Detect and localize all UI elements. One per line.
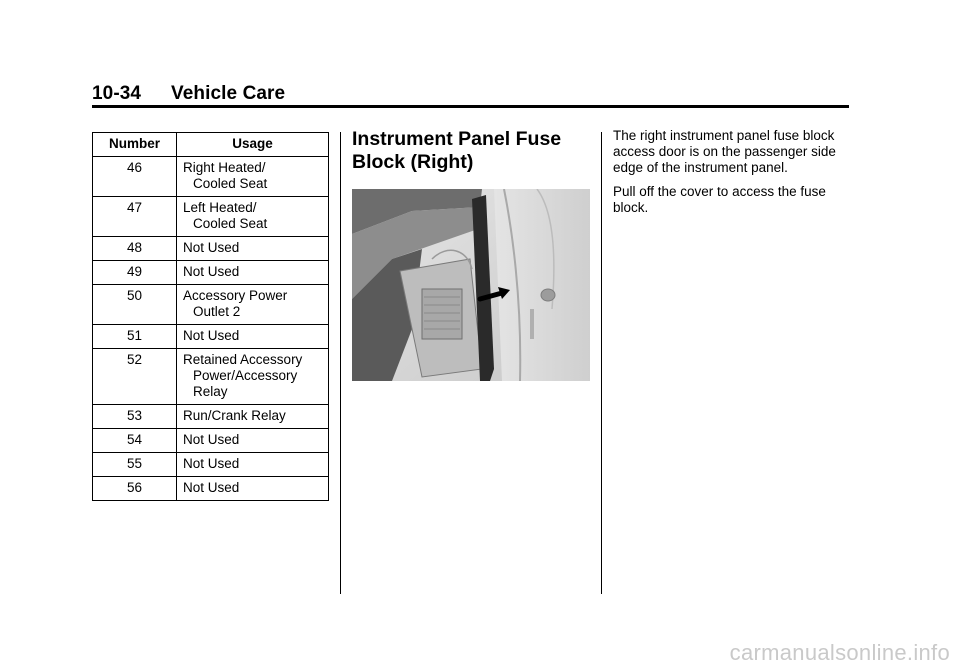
table-header-row <box>93 133 329 157</box>
table-row <box>93 237 329 261</box>
column-divider-right <box>601 132 602 594</box>
usage-line: Not Used <box>183 264 240 279</box>
page-number: 10-34 <box>92 83 142 104</box>
column-header-usage: Usage <box>177 133 329 157</box>
section-title-line1: Instrument Panel Fuse <box>352 128 562 150</box>
table-row <box>93 157 329 197</box>
fuse-usage-cell <box>177 349 329 405</box>
fuse-number-cell: 55 <box>93 453 177 477</box>
fuse-number-cell: 47 <box>93 197 177 237</box>
paragraph-2: Pull off the cover to access the fuse block. <box>613 184 826 215</box>
fuse-number-cell: 48 <box>93 237 177 261</box>
usage-line: Relay <box>193 384 228 399</box>
fuse-number-cell: 49 <box>93 261 177 285</box>
table-row <box>93 285 329 325</box>
header-rule <box>92 105 849 108</box>
usage-line: Not Used <box>183 456 240 471</box>
fuse-usage-cell <box>177 453 329 477</box>
usage-line: Not Used <box>183 328 240 343</box>
body-text <box>613 128 848 224</box>
usage-line: Right Heated/ <box>183 160 266 175</box>
watermark: carmanualsonline.info <box>729 640 950 665</box>
fuse-number-cell: 51 <box>93 325 177 349</box>
fuse-usage-cell <box>177 285 329 325</box>
table-row <box>93 197 329 237</box>
fuse-number-cell: 56 <box>93 477 177 501</box>
fuse-number-cell: 50 <box>93 285 177 325</box>
fuse-usage-cell <box>177 325 329 349</box>
usage-line: Power/Accessory <box>193 368 298 383</box>
fuse-usage-cell <box>177 197 329 237</box>
fuse-number-cell: 46 <box>93 157 177 197</box>
fuse-usage-cell <box>177 261 329 285</box>
usage-line: Cooled Seat <box>193 176 268 191</box>
page-header <box>92 83 848 105</box>
section-title-line2: Block (Right) <box>352 151 474 173</box>
column-header-number: Number <box>93 133 177 157</box>
table-row <box>93 261 329 285</box>
section-title <box>352 128 592 174</box>
section-name: Vehicle Care <box>171 83 286 104</box>
table-row <box>93 429 329 453</box>
table-row <box>93 477 329 501</box>
fuse-usage-cell <box>177 477 329 501</box>
usage-line: Not Used <box>183 432 240 447</box>
usage-line: Left Heated/ <box>183 200 257 215</box>
usage-line: Retained Accessory <box>183 352 303 367</box>
paragraph-1: The right instrument panel fuse block access door is on the passenger side edge of the instrument panel. <box>613 128 836 175</box>
table-row <box>93 349 329 405</box>
table-row <box>93 325 329 349</box>
fuse-number-cell: 52 <box>93 349 177 405</box>
usage-line: Accessory Power <box>183 288 288 303</box>
column-divider-left <box>340 132 341 594</box>
usage-line: Cooled Seat <box>193 216 268 231</box>
usage-line: Not Used <box>183 480 240 495</box>
fuse-block-illustration <box>352 189 590 381</box>
fuse-number-cell: 53 <box>93 405 177 429</box>
fuse-number-cell: 54 <box>93 429 177 453</box>
usage-line: Run/Crank Relay <box>183 408 286 423</box>
usage-line: Not Used <box>183 240 240 255</box>
fuse-usage-cell <box>177 157 329 197</box>
table-row <box>93 453 329 477</box>
usage-line: Outlet 2 <box>193 304 241 319</box>
table-row <box>93 405 329 429</box>
fuse-table <box>92 132 329 501</box>
fuse-usage-cell <box>177 429 329 453</box>
fuse-usage-cell <box>177 405 329 429</box>
fuse-block-photo <box>352 189 590 381</box>
fuse-usage-cell <box>177 237 329 261</box>
